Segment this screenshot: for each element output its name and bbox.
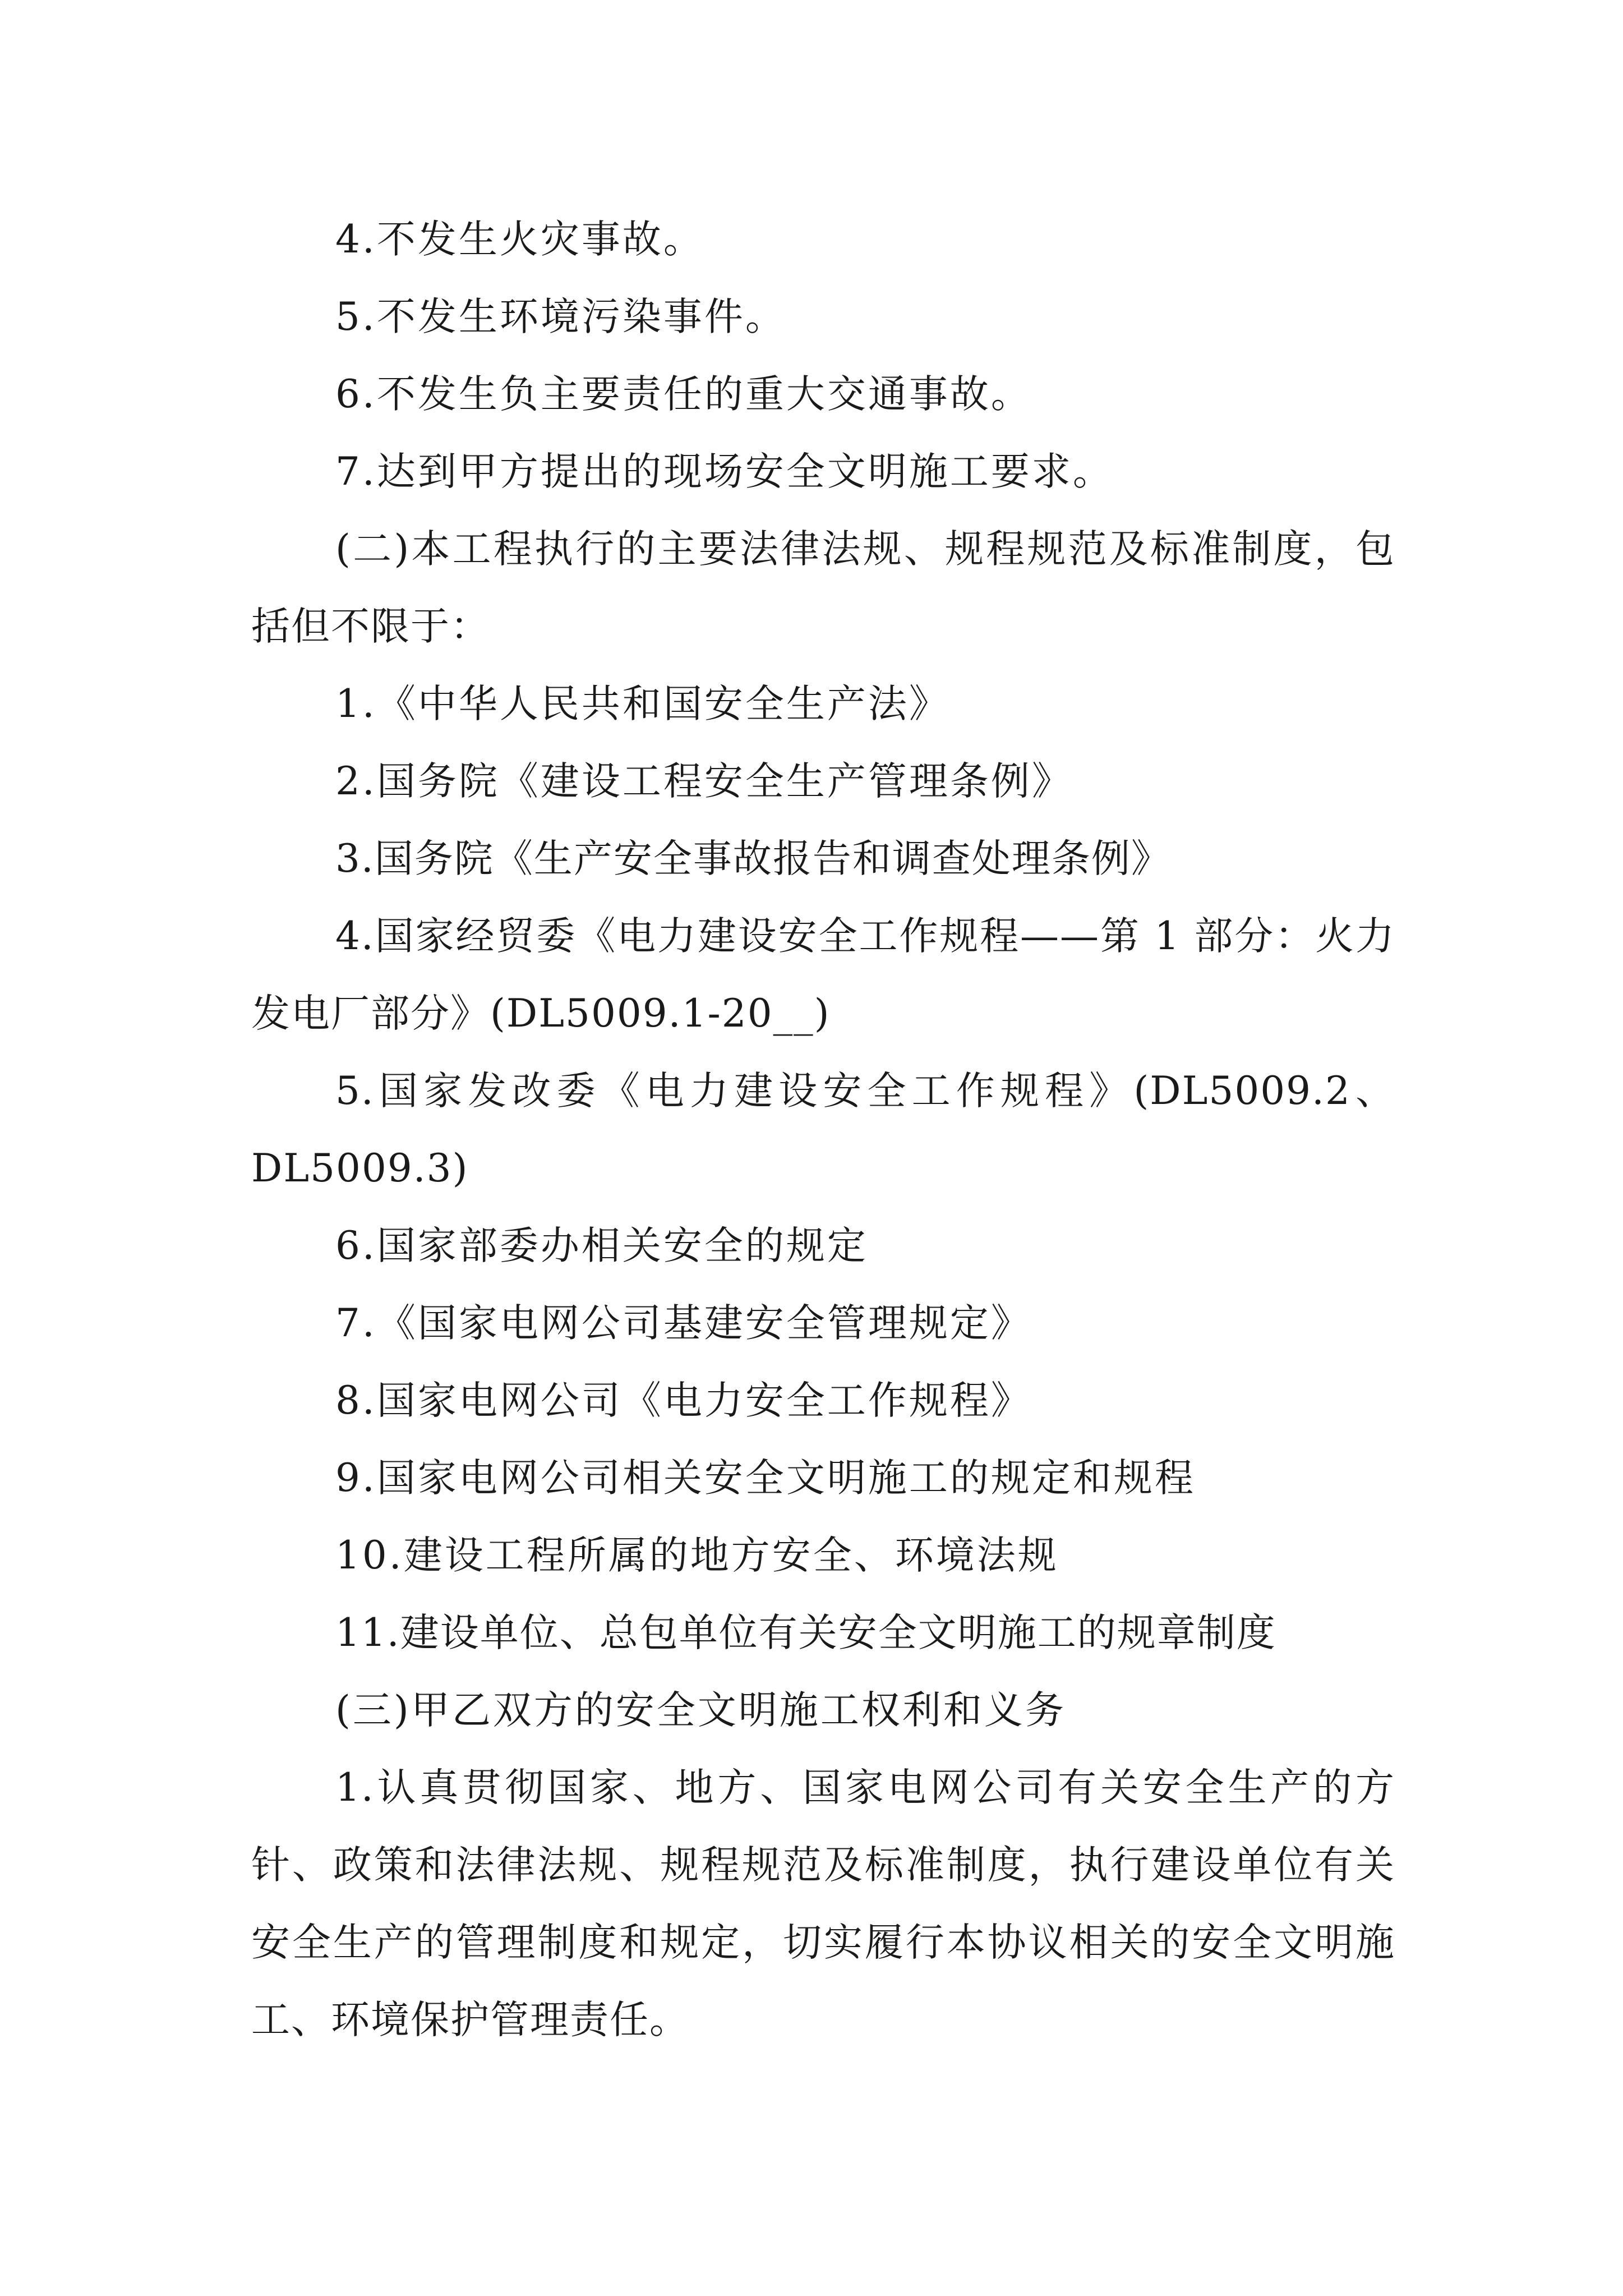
paragraph-18: 1.认真贯彻国家、地方、国家电网公司有关安全生产的方针、政策和法律法规、规程规范及标准制度，执行建设单位有关安全生产的管理制度和规定，切实履行本协议相关的安全文明施工、环境保护管理责任。 [251,1765,1395,2042]
paragraph-5: (二)本工程执行的主要法律法规、规程规范及标准制度，包括但不限于： [251,527,1395,649]
paragraph-11: 6.国家部委办相关安全的规定 [335,1223,868,1268]
paragraph-6: 1.《中华人民共和国安全生产法》 [335,682,950,726]
paragraph-16: 11.建设单位、总包单位有关安全文明施工的规章制度 [335,1611,1276,1655]
paragraph-1: 4.不发生火灾事故。 [335,217,704,262]
paragraph-14: 9.国家电网公司相关安全文明施工的规定和规程 [335,1456,1196,1501]
paragraph-13: 8.国家电网公司《电力安全工作规程》 [335,1378,1032,1423]
paragraph-9: 4.国家经贸委《电力建设安全工作规程——第 1 部分：火力发电厂部分》(DL5009.1-20__) [251,914,1395,1036]
paragraph-15: 10.建设工程所属的地方安全、环境法规 [335,1533,1059,1578]
document-body [251,201,1395,2059]
paragraph-10: 5.国家发改委《电力建设安全工作规程》(DL5009.2、DL5009.3) [251,1069,1395,1191]
paragraph-17: (三)甲乙双方的安全文明施工权利和义务 [335,1688,1066,1733]
paragraph-12: 7.《国家电网公司基建安全管理规定》 [335,1301,1032,1346]
paragraph-2: 5.不发生环境污染事件。 [335,295,786,339]
paragraph-3: 6.不发生负主要责任的重大交通事故。 [335,372,1032,417]
paragraph-7: 2.国务院《建设工程安全生产管理条例》 [335,759,1073,804]
paragraph-4: 7.达到甲方提出的现场安全文明施工要求。 [335,449,1114,494]
paragraph-8: 3.国务院《生产安全事故报告和调查处理条例》 [335,836,1171,881]
